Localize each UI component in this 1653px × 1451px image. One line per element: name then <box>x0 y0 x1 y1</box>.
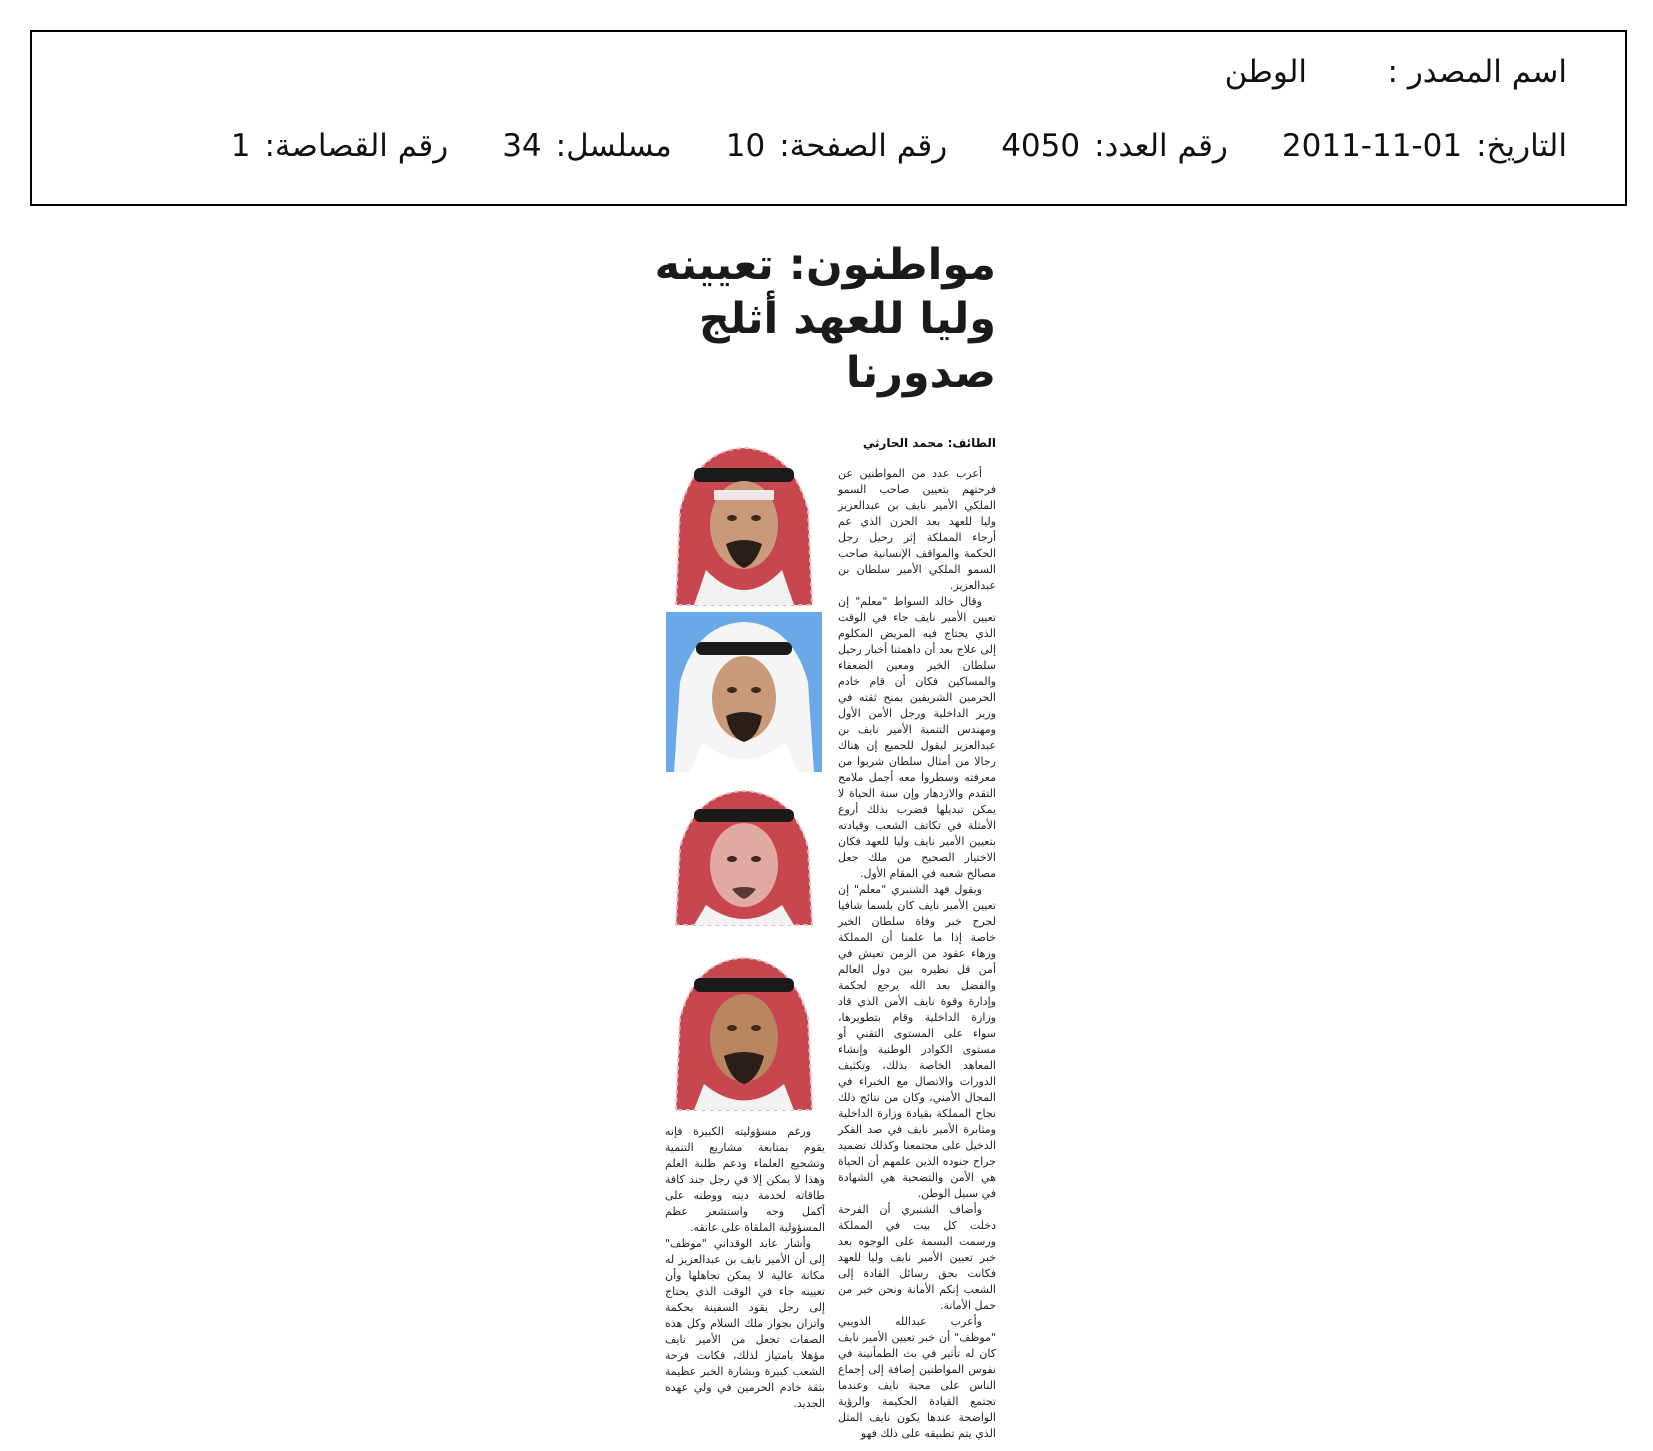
headline-line-2: وليا للعهد أثلج <box>698 294 996 344</box>
paragraph: وأضاف الشنبري أن الفرحة دخلت كل بيت في المملكة ورسمت البسمة على الوجوه بعد خبر تعيين الأمير نايف وليا للعهد فكانت بحق رسائل القادة إلى الشعب إنكم الأمانة ونحن خير من حمل الأمانة. <box>838 1203 996 1312</box>
clip-label: رقم القصاصة: <box>264 128 449 164</box>
source-info-box <box>30 30 1627 206</box>
page-field <box>726 128 947 164</box>
article-byline: الطائف: محمد الحارثي <box>862 436 996 450</box>
date-label: التاريخ: <box>1476 128 1567 164</box>
article-column-left <box>665 1124 825 1414</box>
page-value: 10 <box>725 128 766 164</box>
portrait-man-red-shemagh-icon <box>666 952 822 1110</box>
headline-line-1: مواطنون: تعيينه <box>654 240 996 290</box>
article-column-right <box>838 466 996 1440</box>
paragraph: ورغم مسؤوليته الكبيرة فإنه يقوم بمتابعة مشاريع التنمية وتشجيع العلماء ودعم طلبة العلم وهذا لا يمكن إلا في رجل جند كافة طاقاته لخدمة دينه ووطنه على أكمل وجه واستشعر عظم المسؤولية الملقاة على عاتقه. <box>665 1125 825 1234</box>
source-value: الوطن <box>1224 54 1307 90</box>
paragraph: وقال خالد السواط "معلم" إن تعيين الأمير نايف جاء في الوقت الذي يحتاج فيه المريض المكلوم إلى علاج بعد أن داهمتنا أخبار رحيل سلطان الخير ومعين الضعفاء والمساكين فكان أن قام خادم الحرمين الشريفين بمنح ثقته في وزير الداخلية ورجل الأمن الأول ومهندس التنمية الأمير نايف بن عبدالعزيز ليقول للجميع إن هناك رجالا من أمثال سلطان شربوا من معرفته وسطروا معه أجمل ملامح التقدم والازدهار وإن سنة الحياة لا يمكن تبديلها فضرب بذلك أروع الأمثلة في تكاتف الشعب وقيادته بتعيين الأمير نايف وليا للعهد فكان الاختيار الصحيح من ملك جعل مصالح شعبه في المقام الأول. <box>838 595 996 880</box>
date-value: 2011-11-01 <box>1281 128 1463 164</box>
publication-details-row <box>72 128 1567 164</box>
issue-label: رقم العدد: <box>1094 128 1228 164</box>
portrait-photo-2 <box>666 612 822 772</box>
paragraph: وأشار عابد الوقداني "موظف" إلى أن الأمير نايف بن عبدالعزيز له مكانة عالية لا يمكن تجاهلها وأن تعيينه جاء في الوقت الذي يحتاج إلى رجل يقود السفينة بحكمة واتزان بجوار ملك السلام وكل هذه الصفات تجعل من الأمير نايف مؤهلا بامتياز لذلك، فكانت فرحة الشعب كبيرة وبشارة الخبر عظيمة بثقة خادم الحرمين في ولي عهده الجديد. <box>665 1237 825 1410</box>
portrait-photo-1 <box>666 440 822 605</box>
portrait-man-red-shemagh-icon <box>666 440 822 605</box>
clip-field <box>231 128 448 164</box>
paragraph: ويقول فهد الشنبري "معلم" إن تعيين الأمير نايف كان بلسما شافيا لجرح خبر وفاة سلطان الخير خاصة إذا ما علمنا أن المملكة وزهاء عقود من الزمن تعيش في أمن قل نظيره بين دول العالم والفضل بعد الله يرجع لحكمة وإدارة وقوة نايف الأمن الذي قاد وزارة الداخلية وقام بتطويرها، سواء على المستوى التقني أو مستوى الكوادر الوطنية وإنشاء المعاهد الخاصة بذلك، وتكثيف الدورات والاتصال مع الخبراء في المجال الأمني، وكان من نتائج ذلك نجاح المملكة بقيادة وزارة الداخلية ومثابرة الأمير نايف في صد الفكر الدخيل على مجتمعنا وكذلك تضميد جراح جنوده الذين علمهم أن الحياة هي الأمن والتضحية هي الشهادة في سبيل الوطن. <box>838 883 996 1200</box>
clip-value: 1 <box>230 128 251 164</box>
serial-label: مسلسل: <box>555 128 672 164</box>
page-label: رقم الصفحة: <box>779 128 948 164</box>
source-label: اسم المصدر : <box>1387 54 1567 90</box>
serial-value: 34 <box>502 128 542 164</box>
issue-field <box>1001 128 1228 164</box>
portrait-photo-3 <box>666 785 822 925</box>
portrait-man-red-shemagh-icon <box>666 785 822 925</box>
paragraph: أعرب عدد من المواطنين عن فرحتهم بتعيين صاحب السمو الملكي الأمير نايف بن عبدالعزيز وليا للعهد بعد الحزن الذي عم أرجاء المملكة إثر رحيل رجل الحكمة والمواقف الإنسانية صاحب السمو الملكي الأمير سلطان بن عبدالعزيز. <box>838 467 996 592</box>
date-field <box>1282 128 1567 164</box>
serial-field <box>502 128 672 164</box>
headline-line-3: صدورنا <box>845 348 996 398</box>
portrait-photo-4 <box>666 952 822 1110</box>
source-row <box>72 54 1567 90</box>
portrait-man-white-ghutra-icon <box>666 612 822 772</box>
article-headline <box>640 238 996 400</box>
issue-value: 4050 <box>1001 128 1081 164</box>
paragraph: وأعرب عبدالله الذويبي "موظف" أن خبر تعيين الأمير نايف كان له تأثير في بث الطمأنينة في نفوس المواطنين إضافة إلى إجماع الناس على محبة نايف وعندما تجتمع القيادة الحكيمة والرؤية الواضحة عندها يكون نايف المثل الذي يتم تطبيقه على ذلك فهو <box>838 1315 996 1440</box>
